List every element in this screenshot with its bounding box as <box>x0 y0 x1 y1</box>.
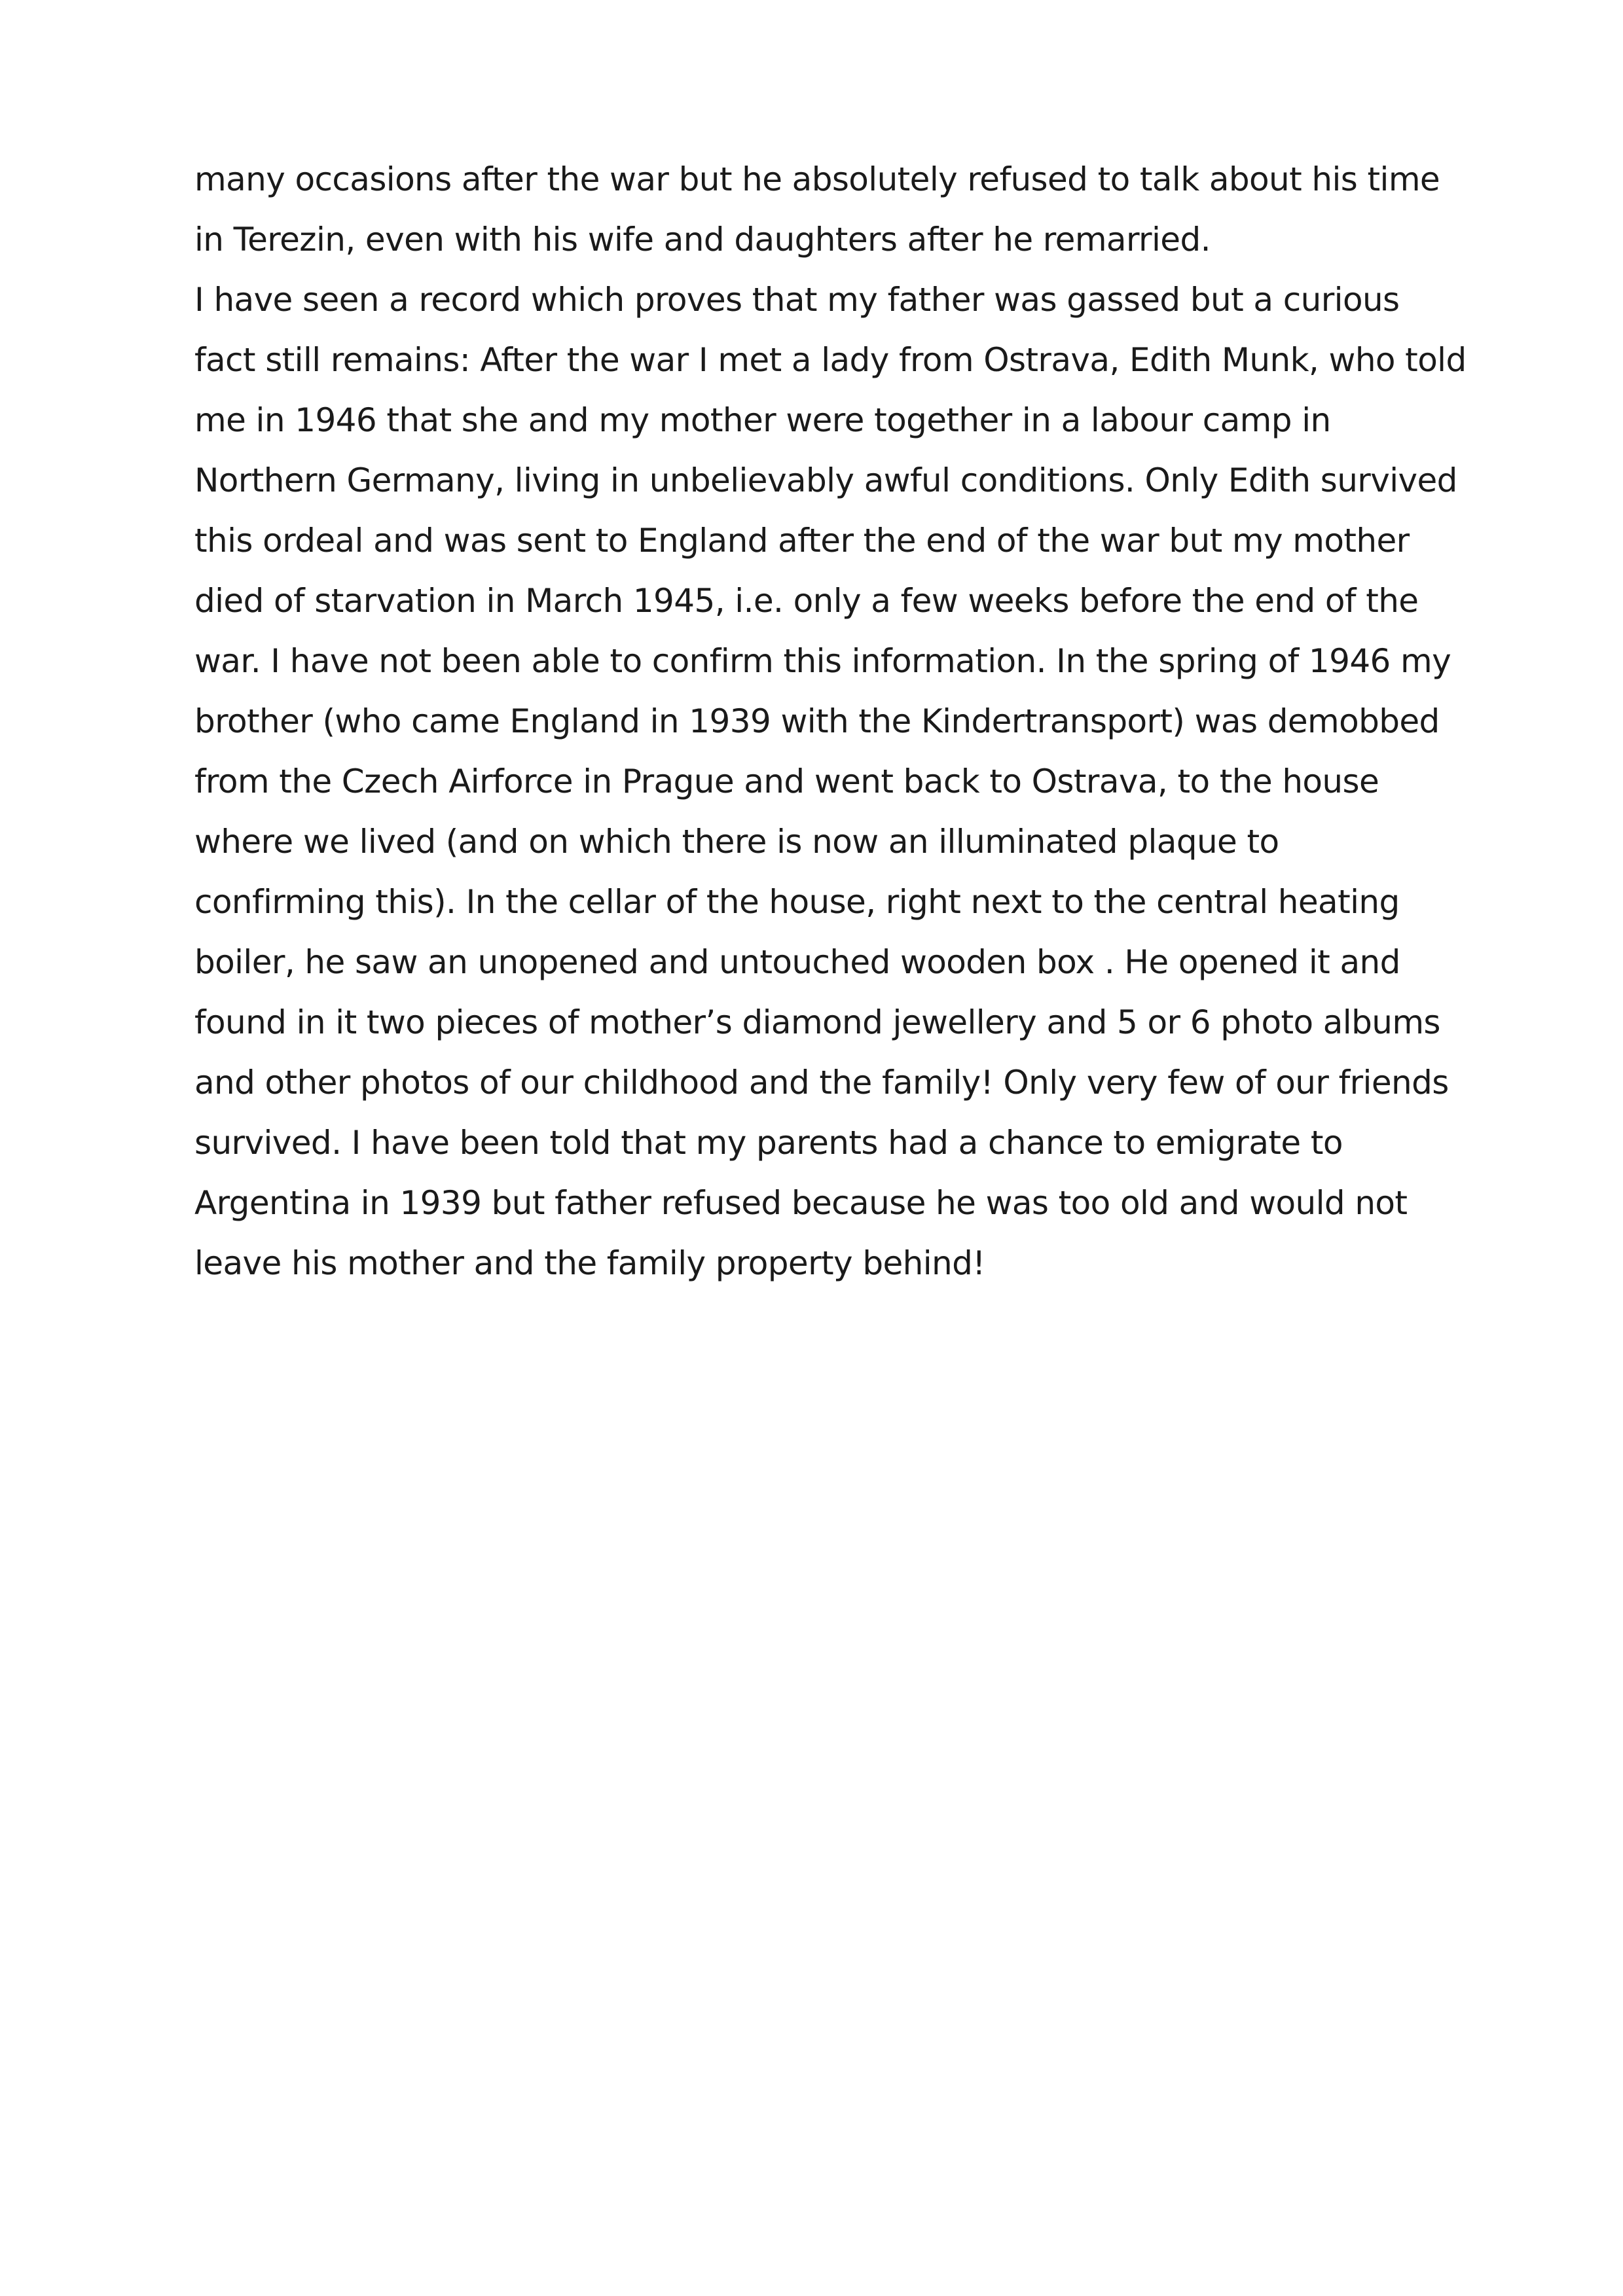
text-line: fact still remains: After the war I met a lady from Ostrava, Edith Munk, who told <box>194 341 1467 379</box>
text-line: me in 1946 that she and my mother were together in a labour camp in <box>194 401 1331 439</box>
text-line: where we lived (and on which there is now an illuminated plaque to <box>194 823 1279 861</box>
text-line: in Terezin, even with his wife and daughters after he remarried. <box>194 221 1211 259</box>
text-line: brother (who came England in 1939 with the Kindertransport) was demobbed <box>194 702 1440 740</box>
text-line: survived. I have been told that my parents had a chance to emigrate to <box>194 1124 1343 1162</box>
text-line: war. I have not been able to confirm this information. In the spring of 1946 my <box>194 642 1451 680</box>
text-line: from the Czech Airforce in Prague and went back to Ostrava, to the house <box>194 762 1379 800</box>
text-line: confirming this). In the cellar of the house, right next to the central heating <box>194 883 1400 921</box>
text-line: boiler, he saw an unopened and untouched wooden box . He opened it and <box>194 943 1400 981</box>
text-line: died of starvation in March 1945, i.e. only a few weeks before the end of the <box>194 582 1419 620</box>
text-line: leave his mother and the family property behind! <box>194 1244 985 1282</box>
body-text <box>194 149 1478 1293</box>
text-line: Northern Germany, living in unbelievably awful conditions. Only Edith survived <box>194 461 1457 499</box>
text-line: many occasions after the war but he absolutely refused to talk about his time <box>194 160 1440 198</box>
text-line: and other photos of our childhood and the family! Only very few of our friends <box>194 1064 1449 1102</box>
text-line: Argentina in 1939 but father refused because he was too old and would not <box>194 1184 1408 1222</box>
text-line: found in it two pieces of mother’s diamond jewellery and 5 or 6 photo albums <box>194 1003 1440 1041</box>
text-line: I have seen a record which proves that my father was gassed but a curious <box>194 281 1400 319</box>
text-line: this ordeal and was sent to England after the end of the war but my mother <box>194 522 1410 560</box>
